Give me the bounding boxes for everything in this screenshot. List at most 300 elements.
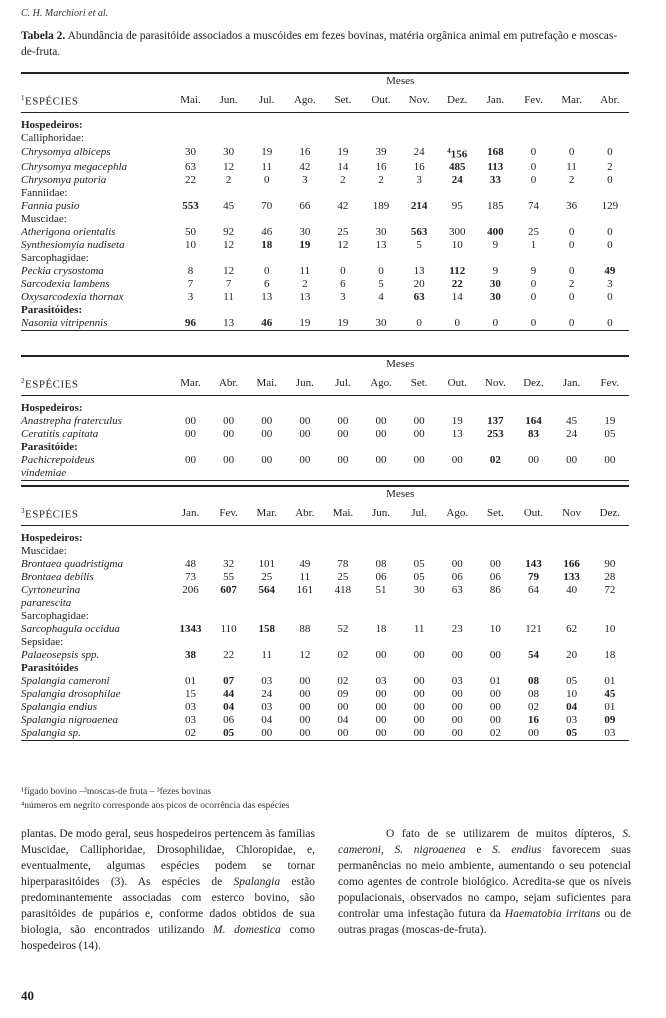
data-cell: 00	[337, 414, 349, 427]
data-cell: 101	[258, 557, 275, 570]
data-cell	[438, 187, 476, 200]
data-cell: 33	[489, 174, 501, 187]
data-cell: 03	[184, 700, 196, 713]
data-cell: 42	[337, 200, 349, 213]
data-cell: 13	[299, 291, 311, 304]
data-cell	[248, 441, 286, 454]
data-cell: 16	[375, 161, 387, 174]
data-cell	[171, 119, 209, 132]
data-cell: 30	[375, 226, 387, 239]
running-header: C. H. Marchiori et al.	[21, 8, 109, 19]
table-row	[21, 532, 629, 545]
data-cell	[362, 119, 400, 132]
body-paragraph-left: plantas. De modo geral, seus hospedeiros pertencem às famílias Muscidae, Calliphoridae, Drosophilidae, Chloropidae, e, eventualmente, algumas espécies podem se tornar hiperparasitóides (3). As espécies de Spalangia estão predominantemente associadas com esterco bovino, são parasitóides de pupários e, conforme dados obtidos de sua biologia, são encontrados utilizando M. domestica como hospedeiros (14).	[21, 828, 315, 952]
data-cell: 00	[261, 453, 273, 466]
data-cell: 25	[527, 226, 539, 239]
data-cell	[248, 187, 286, 200]
data-cell	[324, 252, 362, 265]
data-cell: 48	[184, 557, 196, 570]
data-cell	[362, 213, 400, 226]
data-cell: 0	[530, 278, 537, 291]
data-cell	[286, 187, 324, 200]
data-cell: 51	[375, 583, 387, 596]
month-header: Mai.	[171, 88, 209, 112]
data-cell: 00	[489, 687, 501, 700]
data-cell: 0	[530, 291, 537, 304]
data-cell: 00	[261, 427, 273, 440]
table-row	[21, 727, 629, 741]
data-cell	[286, 636, 324, 649]
data-cell	[400, 132, 438, 145]
data-cell: 10	[489, 622, 501, 635]
species-name: Parasitóide:	[21, 440, 78, 453]
data-cell: 86	[489, 583, 501, 596]
species-name: Chrysomya albiceps	[21, 146, 111, 159]
data-cell: 09	[337, 687, 349, 700]
data-cell: 00	[261, 414, 273, 427]
table-caption	[21, 28, 631, 60]
data-cell: 3	[302, 174, 308, 187]
data-cell	[286, 532, 324, 545]
data-cell: 607	[220, 583, 237, 596]
data-cell: 25	[261, 570, 273, 583]
month-header: Jul.	[324, 371, 362, 395]
data-cell: 46	[248, 317, 286, 331]
data-cell	[400, 610, 438, 623]
data-cell: 00	[413, 713, 425, 726]
data-cell: 3	[416, 174, 422, 187]
data-cell	[324, 610, 362, 623]
month-header: Mai.	[248, 371, 286, 395]
data-cell	[553, 252, 591, 265]
data-cell	[286, 402, 324, 415]
data-cell: 00	[413, 427, 425, 440]
data-cell	[286, 467, 324, 481]
data-cell: 13	[261, 291, 273, 304]
data-cell: 2	[568, 174, 575, 187]
data-cell: 04	[337, 713, 349, 726]
data-cell	[210, 304, 248, 317]
data-cell	[438, 304, 476, 317]
data-cell: 00	[400, 727, 438, 741]
data-cell: 00	[413, 674, 425, 687]
data-cell: 0	[476, 317, 514, 331]
data-cell: 03	[591, 727, 629, 741]
data-cell	[324, 532, 362, 545]
month-header: Set.	[476, 501, 514, 525]
data-cell	[591, 467, 629, 481]
data-cell	[514, 441, 552, 454]
data-cell	[400, 402, 438, 415]
species-name: Fannia pusio	[21, 200, 80, 213]
data-cell: 24	[566, 427, 578, 440]
data-cell	[171, 213, 209, 226]
data-cell	[248, 252, 286, 265]
data-cell: 00	[286, 727, 324, 741]
data-cell: 161	[296, 583, 314, 596]
data-cell	[171, 132, 209, 145]
data-cell: 4	[378, 291, 384, 304]
data-cell: 110	[220, 622, 237, 635]
table-row	[21, 675, 629, 688]
data-cell: 46	[261, 226, 273, 239]
data-cell: 32	[223, 557, 235, 570]
data-cell: 9	[492, 265, 499, 278]
species-name: Spalangia endius	[21, 700, 98, 713]
month-header: Out.	[514, 501, 552, 525]
data-cell: 166	[563, 557, 580, 570]
data-cell	[362, 441, 400, 454]
data-cell	[210, 610, 248, 623]
data-cell	[362, 610, 400, 623]
data-cell	[476, 304, 514, 317]
data-cell	[400, 441, 438, 454]
data-cell	[324, 132, 362, 145]
data-cell	[514, 132, 552, 145]
data-cell	[553, 213, 591, 226]
column-header-row	[21, 88, 629, 112]
data-cell	[324, 662, 362, 675]
data-cell: 42	[299, 161, 311, 174]
data-cell	[248, 610, 286, 623]
data-cell: 00	[184, 453, 196, 466]
meses-row	[21, 73, 629, 88]
data-cell: 00	[514, 727, 552, 741]
data-cell: 88	[299, 622, 311, 635]
data-cell	[553, 132, 591, 145]
table-row	[21, 278, 629, 291]
table-row	[21, 662, 629, 675]
data-cell	[553, 532, 591, 545]
table-row	[21, 428, 629, 441]
data-cell	[438, 441, 476, 454]
species-name: Spalangia sp.	[21, 727, 171, 741]
data-cell: 00	[299, 713, 311, 726]
data-cell	[248, 213, 286, 226]
species-name: Synthesiomyia nudiseta	[21, 239, 125, 252]
data-cell: 52	[337, 622, 349, 635]
table-row	[21, 610, 629, 623]
data-cell: 55	[223, 570, 235, 583]
data-cell	[476, 132, 514, 145]
data-cell: 04	[223, 700, 235, 713]
data-cell: 11	[223, 291, 234, 304]
data-cell	[438, 636, 476, 649]
data-cell: 0	[607, 146, 613, 159]
data-cell: 00	[451, 648, 463, 661]
species-name: Nasonia vitripennis	[21, 317, 171, 331]
data-cell: 00	[489, 700, 501, 713]
species-name: Calliphoridae:	[21, 131, 84, 144]
species-superscript: 1	[21, 94, 25, 102]
data-cell: 44	[223, 687, 235, 700]
data-cell	[438, 662, 476, 675]
data-cell: 08	[375, 557, 387, 570]
data-cell: 54	[527, 648, 539, 661]
data-cell: 00	[299, 427, 311, 440]
data-cell	[210, 213, 248, 226]
data-cell: 00	[299, 674, 311, 687]
month-header: Nov	[553, 501, 591, 525]
data-cell: 0	[438, 317, 476, 331]
data-cell: 14	[451, 291, 463, 304]
data-cell: 08	[527, 687, 539, 700]
data-cell: 19	[324, 317, 362, 331]
data-cell	[362, 662, 400, 675]
data-cell: 15	[184, 687, 196, 700]
data-cell: 0	[568, 146, 575, 159]
data-cell: 2	[378, 174, 384, 187]
data-cell: 79	[527, 570, 539, 583]
data-cell	[476, 252, 514, 265]
data-cell	[171, 662, 209, 675]
data-cell: 185	[487, 200, 504, 213]
month-header: Abr.	[286, 501, 324, 525]
data-cell: 12	[299, 648, 311, 661]
month-header: Mar.	[553, 88, 591, 112]
data-cell: 0	[263, 265, 270, 278]
data-cell: 16	[413, 161, 425, 174]
data-cell: 00	[223, 414, 235, 427]
data-cell: 30	[299, 226, 311, 239]
data-cell	[248, 597, 286, 610]
data-cell: 253	[487, 427, 504, 440]
table-row	[21, 454, 629, 467]
data-cell	[438, 119, 476, 132]
data-cell	[362, 636, 400, 649]
data-cell: 45	[604, 687, 616, 700]
data-cell	[286, 119, 324, 132]
data-cell: 39	[375, 146, 387, 159]
month-header: Ago.	[438, 501, 476, 525]
table-row	[21, 545, 629, 558]
data-cell: 00	[451, 557, 463, 570]
data-cell: 158	[258, 622, 275, 635]
data-cell	[362, 132, 400, 145]
data-cell	[324, 119, 362, 132]
data-cell: 06	[375, 570, 387, 583]
data-cell: 08	[527, 674, 539, 687]
month-header: Abr.	[591, 88, 629, 112]
data-cell: 6	[263, 278, 270, 291]
data-cell	[553, 187, 591, 200]
data-cell: 49	[604, 265, 616, 278]
data-cell: 00	[527, 453, 539, 466]
species-label: ESPÉCIES	[25, 508, 79, 521]
data-cell: 06	[223, 713, 235, 726]
data-cell: 00	[413, 648, 425, 661]
data-cell: 63	[451, 583, 463, 596]
data-cell	[362, 467, 400, 481]
data-cell	[476, 402, 514, 415]
data-cell	[286, 610, 324, 623]
data-cell	[438, 467, 476, 481]
data-cell	[400, 304, 438, 317]
species-name: Ceratitis capitata	[21, 427, 99, 440]
data-cell: 563	[410, 226, 428, 239]
data-cell	[476, 187, 514, 200]
species-name: Spalangia drosophilae	[21, 687, 121, 700]
data-cell: 00	[223, 453, 235, 466]
data-cell	[248, 662, 286, 675]
data-cell	[514, 213, 552, 226]
data-cell: 189	[372, 200, 390, 213]
body-paragraph-right: O fato de se utilizarem de muitos dípteros, S. cameroni, S. nigroaenea e S. endius favorecem suas permanências no meio ambiente, aumentando o seu potencial como agentes de controle biológico. Acredita-se que os níveis populacionais, observados no campo, sejam suficientes para controlar uma infestação futura da Haematobia irritans ou de outras pragas (moscas-de-fruta).	[338, 828, 632, 936]
table-row	[21, 714, 629, 727]
species-header	[21, 501, 171, 525]
table-section-1	[21, 72, 629, 331]
data-cell: 00	[413, 453, 425, 466]
data-cell	[286, 597, 324, 610]
data-cell	[514, 597, 552, 610]
data-cell	[514, 545, 552, 558]
data-cell	[514, 662, 552, 675]
data-cell	[362, 304, 400, 317]
species-superscript: 3	[21, 507, 25, 515]
month-header: Dez.	[438, 88, 476, 112]
data-cell	[362, 252, 400, 265]
data-cell: 64	[527, 583, 539, 596]
data-cell: 16	[527, 713, 539, 726]
table-row	[21, 161, 629, 174]
data-cell: 00	[337, 427, 349, 440]
column-header-row	[21, 501, 629, 525]
meses-row	[21, 486, 629, 501]
data-cell	[591, 132, 629, 145]
species-name: Muscidae:	[21, 213, 67, 226]
data-cell: 96	[171, 317, 209, 331]
data-cell	[400, 187, 438, 200]
data-cell: 133	[563, 570, 580, 583]
data-cell	[210, 119, 248, 132]
data-cell: 0	[530, 146, 537, 159]
data-cell	[476, 610, 514, 623]
footnote-2: ⁴números em negrito corresponde aos picos de ocorrência das espécies	[21, 801, 290, 811]
species-superscript: 2	[21, 377, 25, 385]
data-cell	[324, 467, 362, 481]
data-cell: 00	[375, 713, 387, 726]
month-header: Fev.	[514, 88, 552, 112]
data-cell: 0	[530, 161, 537, 174]
data-cell: 05	[210, 727, 248, 741]
data-cell	[438, 610, 476, 623]
month-header: Dez.	[591, 501, 629, 525]
data-cell	[400, 119, 438, 132]
data-cell	[400, 597, 438, 610]
data-cell: $^4$156	[447, 146, 468, 161]
data-cell	[400, 545, 438, 558]
data-cell: 00	[451, 687, 463, 700]
data-cell: 30	[413, 583, 425, 596]
data-cell: 03	[261, 674, 273, 687]
data-cell: 8	[187, 265, 194, 278]
data-cell	[591, 610, 629, 623]
data-cell	[248, 132, 286, 145]
data-cell	[210, 545, 248, 558]
data-cell: 45	[223, 200, 235, 213]
data-cell: 06	[489, 570, 501, 583]
data-cell: 11	[299, 265, 311, 278]
table-row	[21, 252, 629, 265]
data-cell: 0	[378, 265, 384, 278]
data-cell: 5	[378, 278, 384, 291]
data-cell: 10	[604, 622, 616, 635]
data-cell	[438, 132, 476, 145]
data-cell	[286, 662, 324, 675]
data-cell	[514, 532, 552, 545]
data-cell: 2	[568, 278, 575, 291]
data-cell: 0	[553, 317, 591, 331]
data-cell: 13	[451, 427, 463, 440]
month-header: Mar.	[248, 501, 286, 525]
data-cell: 12	[337, 239, 349, 252]
month-header: Out.	[438, 371, 476, 395]
data-cell: 00	[362, 727, 400, 741]
table-row	[21, 200, 629, 213]
data-cell: 90	[604, 557, 616, 570]
data-cell	[591, 187, 629, 200]
data-cell: 1	[530, 239, 537, 252]
data-cell	[171, 252, 209, 265]
data-cell	[324, 402, 362, 415]
data-cell	[324, 213, 362, 226]
data-cell: 01	[604, 674, 616, 687]
data-cell	[210, 252, 248, 265]
table-row	[21, 571, 629, 584]
data-cell	[514, 636, 552, 649]
data-cell: 00	[413, 687, 425, 700]
table-row	[21, 467, 629, 481]
data-cell: 30	[362, 317, 400, 331]
data-cell: 05	[553, 727, 591, 741]
data-cell: 9	[530, 265, 537, 278]
data-cell: 485	[449, 161, 466, 174]
month-header: Jun.	[210, 88, 248, 112]
data-cell	[591, 662, 629, 675]
data-cell: 00	[375, 414, 387, 427]
data-cell	[514, 119, 552, 132]
table-row	[21, 239, 629, 252]
data-cell	[438, 532, 476, 545]
data-cell: 03	[261, 700, 273, 713]
data-cell: 00	[184, 414, 196, 427]
data-cell	[553, 467, 591, 481]
data-cell	[476, 119, 514, 132]
data-cell: 121	[525, 622, 542, 635]
data-cell	[171, 610, 209, 623]
data-cell	[248, 402, 286, 415]
data-cell	[400, 467, 438, 481]
meses-row	[21, 356, 629, 371]
species-label: ESPÉCIES	[25, 378, 79, 391]
data-cell: 00	[184, 427, 196, 440]
data-cell	[553, 402, 591, 415]
data-cell: 5	[416, 239, 422, 252]
month-header: Set.	[400, 371, 438, 395]
species-name: Sarcophagidae:	[21, 609, 89, 622]
species-name: Hospedeiros:	[21, 531, 83, 544]
data-cell	[400, 662, 438, 675]
data-cell: 40	[566, 583, 578, 596]
data-cell	[171, 467, 209, 481]
data-cell	[476, 532, 514, 545]
species-name: Sepsidae:	[21, 635, 64, 648]
column-header-row	[21, 371, 629, 395]
data-cell: 11	[261, 161, 272, 174]
month-header: Jan.	[476, 88, 514, 112]
data-cell: 2	[340, 174, 346, 187]
data-cell: 05	[566, 674, 578, 687]
